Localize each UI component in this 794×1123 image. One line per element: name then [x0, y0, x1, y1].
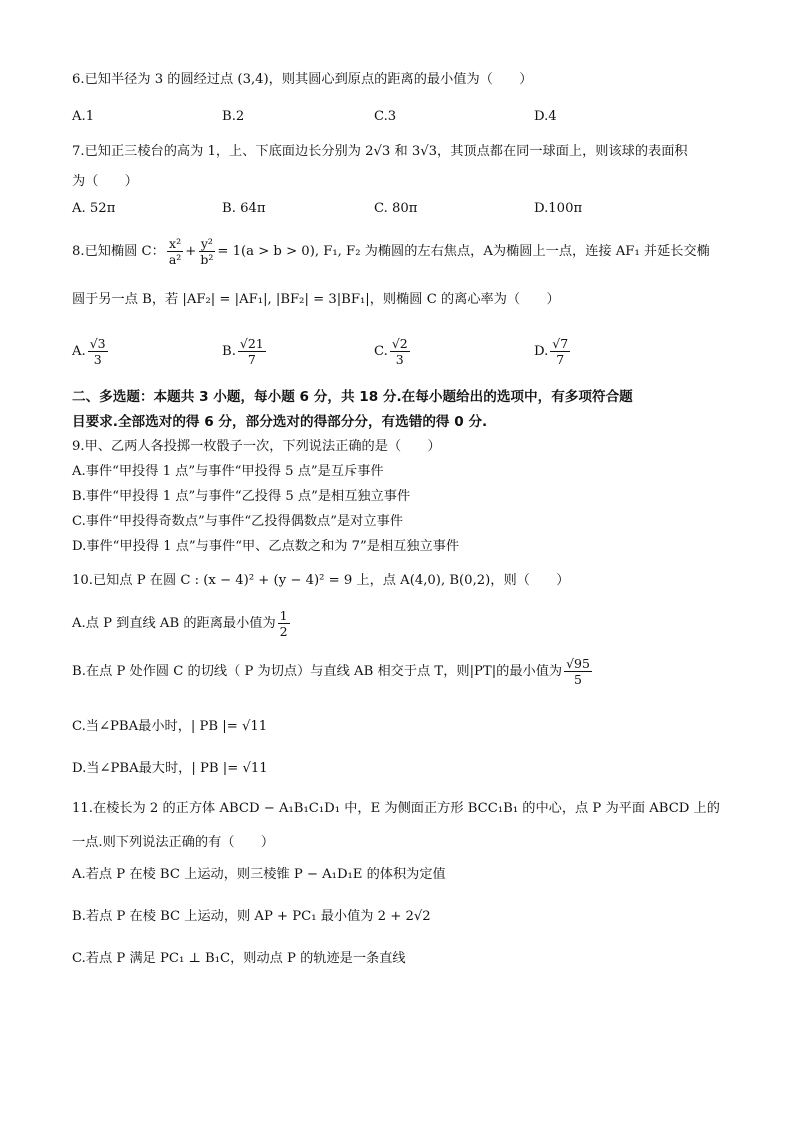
q8-option-a: A. $\frac{√3}{3}$: [72, 336, 106, 367]
q11-stem-line1: 11.在棱长为 2 的正方体 ABCD − A₁B₁C₁D₁ 中，E 为侧面正方形 BCC₁B₁ 的中心，点 P 为平面 ABCD 上的: [72, 801, 720, 816]
q7-option-a: A. 52π: [72, 201, 116, 216]
q7-option-d: D.100π: [534, 201, 583, 216]
q10-option-d: D.当∠PBA最大时，| PB |= √11: [72, 761, 268, 776]
q7-stem-line1: 7.已知正三棱台的高为 1，上、下底面边长分别为 2√3 和 3√3，其顶点都在同一球面上，则该球的表面积: [72, 144, 688, 159]
q8-option-d: D. $\frac{√7}{7}$: [534, 336, 569, 367]
q8-stem-prefix: 8.已知椭圆 C：: [72, 244, 165, 259]
q8-option-c: C. $\frac{√2}{3}$: [374, 336, 408, 367]
q10-stem: 10.已知点 P 在圆 C : (x − 4)² + (y − 4)² = 9 上，点 A(4,0), B(0,2)，则（ ）: [72, 573, 570, 588]
q7-stem-line2: 为（ ）: [72, 174, 138, 189]
q8-stem-line2: 圆于另一点 B，若 |AF₂| = |AF₁|, |BF₂| = 3|BF₁|，则椭圆 C 的离心率为（ ）: [72, 292, 560, 307]
q7-option-b: B. 64π: [222, 201, 266, 216]
q10-option-b: B.在点 P 处作圆 C 的切线（ P 为切点）与直线 AB 相交于点 T，则|PT|的最小值为 $\frac{√95}{5}$: [72, 656, 590, 687]
section2-heading-line2: 目要求.全部选对的得 6 分，部分选对的得部分分，有选错的得 0 分.: [72, 414, 488, 430]
q8-plus: +: [185, 244, 197, 259]
q8-stem-line1: [72, 236, 710, 268]
q8-frac-y: $\frac{\text{y²}}{\text{b²}}$: [200, 236, 214, 267]
q6-option-b: B.2: [222, 109, 245, 124]
q11-option-b: B.若点 P 在棱 BC 上运动，则 AP + PC₁ 最小值为 2 + 2√2: [72, 909, 431, 924]
q6-option-d: D.4: [534, 109, 557, 124]
q8-option-b: B. $\frac{√21}{7}$: [222, 336, 264, 367]
q8-frac-x: $\frac{\text{x²}}{\text{a²}}$: [168, 236, 182, 267]
q9-option-c: C.事件“甲投得奇数点”与事件“乙投得偶数点”是对立事件: [72, 514, 403, 529]
q10-option-c: C.当∠PBA最小时，| PB |= √11: [72, 719, 268, 734]
q11-option-a: A.若点 P 在棱 BC 上运动，则三棱锥 P − A₁D₁E 的体积为定值: [72, 867, 446, 882]
q9-option-a: A.事件“甲投得 1 点”与事件“甲投得 5 点”是互斥事件: [72, 464, 384, 479]
q9-stem: 9.甲、乙两人各投掷一枚骰子一次，下列说法正确的是（ ）: [72, 439, 441, 454]
q6-stem: 6.已知半径为 3 的圆经过点 (3,4)，则其圆心到原点的距离的最小值为（ ）: [72, 72, 533, 87]
q7-option-c: C. 80π: [374, 201, 418, 216]
q11-option-c: C.若点 P 满足 PC₁ ⊥ B₁C，则动点 P 的轨迹是一条直线: [72, 951, 406, 966]
q6-option-c: C.3: [374, 109, 397, 124]
q6-option-a: A.1: [72, 109, 95, 124]
q11-stem-line2: 一点.则下列说法正确的有（ ）: [72, 835, 275, 850]
q9-option-d: D.事件“甲投得 1 点”与事件“甲、乙点数之和为 7”是相互独立事件: [72, 539, 460, 554]
q10-option-a: A.点 P 到直线 AB 的距离最小值为 $\frac{1}{2}$: [72, 608, 288, 639]
q9-option-b: B.事件“甲投得 1 点”与事件“乙投得 5 点”是相互独立事件: [72, 489, 411, 504]
section2-heading-line1: 二、多选题：本题共 3 小题，每小题 6 分，共 18 分.在每小题给出的选项中，有多项符合题: [72, 389, 633, 405]
q8-stem-suffix: = 1(a > b > 0), F₁, F₂ 为椭圆的左右焦点，A为椭圆上一点，连接 AF₁ 并延长交椭: [217, 244, 710, 259]
